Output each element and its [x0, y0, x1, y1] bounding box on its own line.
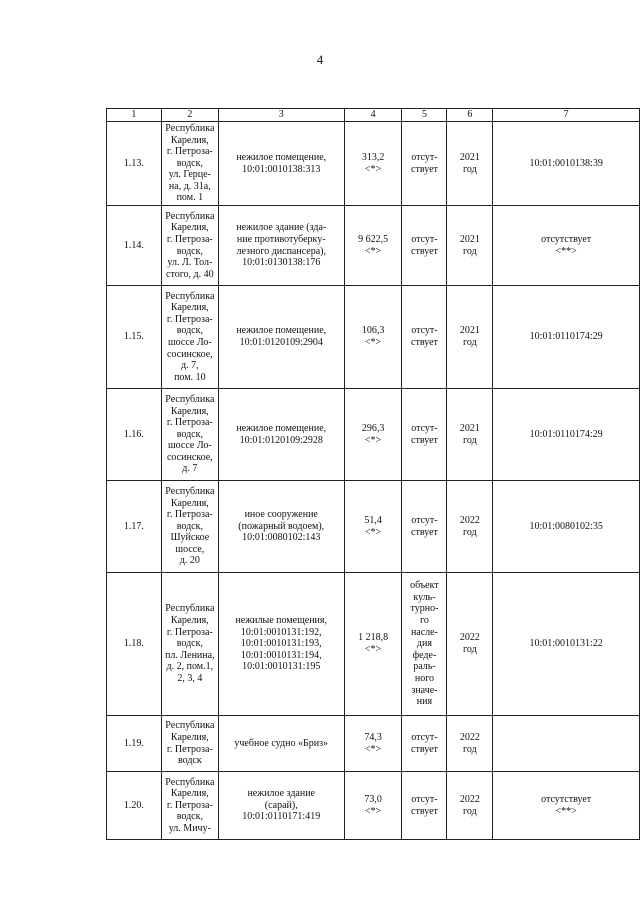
column-header: 5	[402, 109, 447, 122]
year-cell: 2021 год	[447, 122, 493, 206]
year-cell: 2021 год	[447, 389, 493, 481]
object-cell: нежилое здание (сарай), 10:01:0110171:419	[218, 772, 344, 840]
table-row	[107, 286, 640, 389]
cadastral-cell: 10:01:0110174:29	[493, 286, 640, 389]
column-header: 4	[344, 109, 402, 122]
column-header: 6	[447, 109, 493, 122]
cadastral-cell: 10:01:0110174:29	[493, 389, 640, 481]
header-row	[107, 109, 640, 122]
area-cell: 313,2 <*>	[344, 122, 402, 206]
area-cell: 9 622,5 <*>	[344, 206, 402, 286]
column-header: 7	[493, 109, 640, 122]
table-row	[107, 122, 640, 206]
object-cell: иное сооружение (пожарный водоем), 10:01:0080102:143	[218, 481, 344, 573]
year-cell: 2022 год	[447, 716, 493, 772]
address-cell: Республика Карелия, г. Петроза- водск, ул. Герце- на, д. 31а, пом. 1	[161, 122, 218, 206]
object-cell: нежилые помещения, 10:01:0010131:192, 10:01:0010131:193, 10:01:0010131:194, 10:01:0010131:195	[218, 573, 344, 716]
address-cell: Республика Карелия, г. Петроза- водск, ул. Л. Тол- стого, д. 40	[161, 206, 218, 286]
area-cell: 106,3 <*>	[344, 286, 402, 389]
table-row	[107, 772, 640, 840]
object-cell: учебное судно «Бриз»	[218, 716, 344, 772]
row-number: 1.17.	[107, 481, 162, 573]
table-row	[107, 206, 640, 286]
cadastral-cell: 10:01:0080102:35	[493, 481, 640, 573]
status-cell: отсут- ствует	[402, 206, 447, 286]
status-cell: отсут- ствует	[402, 122, 447, 206]
column-header: 2	[161, 109, 218, 122]
cadastral-cell	[493, 716, 640, 772]
area-cell: 73,0 <*>	[344, 772, 402, 840]
property-table	[106, 108, 640, 840]
column-header: 3	[218, 109, 344, 122]
row-number: 1.18.	[107, 573, 162, 716]
cadastral-cell: 10:01:0010138:39	[493, 122, 640, 206]
address-cell: Республика Карелия, г. Петроза- водск, пл. Ленина, д. 2, пом.1, 2, 3, 4	[161, 573, 218, 716]
year-cell: 2022 год	[447, 481, 493, 573]
row-number: 1.14.	[107, 206, 162, 286]
cadastral-cell: отсутствует <**>	[493, 206, 640, 286]
year-cell: 2022 год	[447, 573, 493, 716]
object-cell: нежилое помещение, 10:01:0120109:2904	[218, 286, 344, 389]
table-row	[107, 573, 640, 716]
status-cell: объект куль- турно- го насле- дия феде- раль- ного значе- ния	[402, 573, 447, 716]
area-cell: 74,3 <*>	[344, 716, 402, 772]
status-cell: отсут- ствует	[402, 716, 447, 772]
row-number: 1.13.	[107, 122, 162, 206]
area-cell: 1 218,8 <*>	[344, 573, 402, 716]
cadastral-cell: 10:01:0010131:22	[493, 573, 640, 716]
area-cell: 296,3 <*>	[344, 389, 402, 481]
status-cell: отсут- ствует	[402, 481, 447, 573]
status-cell: отсут- ствует	[402, 286, 447, 389]
row-number: 1.16.	[107, 389, 162, 481]
row-number: 1.20.	[107, 772, 162, 840]
address-cell: Республика Карелия, г. Петроза- водск, ул. Мичу-	[161, 772, 218, 840]
column-header: 1	[107, 109, 162, 122]
year-cell: 2021 год	[447, 206, 493, 286]
status-cell: отсут- ствует	[402, 389, 447, 481]
area-cell: 51,4 <*>	[344, 481, 402, 573]
year-cell: 2022 год	[447, 772, 493, 840]
status-cell: отсут- ствует	[402, 772, 447, 840]
table-row	[107, 481, 640, 573]
address-cell: Республика Карелия, г. Петроза- водск, шоссе Ло- сосинское, д. 7, пом. 10	[161, 286, 218, 389]
object-cell: нежилое здание (зда- ние противотуберку- лезного диспансера), 10:01:0130138:176	[218, 206, 344, 286]
address-cell: Республика Карелия, г. Петроза- водск, Шуйское шоссе, д. 20	[161, 481, 218, 573]
row-number: 1.19.	[107, 716, 162, 772]
table-row	[107, 389, 640, 481]
object-cell: нежилое помещение, 10:01:0120109:2928	[218, 389, 344, 481]
address-cell: Республика Карелия, г. Петроза- водск	[161, 716, 218, 772]
address-cell: Республика Карелия, г. Петроза- водск, шоссе Ло- сосинское, д. 7	[161, 389, 218, 481]
page-number: 4	[316, 52, 324, 67]
table-row	[107, 716, 640, 772]
object-cell: нежилое помещение, 10:01:0010138:313	[218, 122, 344, 206]
year-cell: 2021 год	[447, 286, 493, 389]
row-number: 1.15.	[107, 286, 162, 389]
cadastral-cell: отсутствует <**>	[493, 772, 640, 840]
